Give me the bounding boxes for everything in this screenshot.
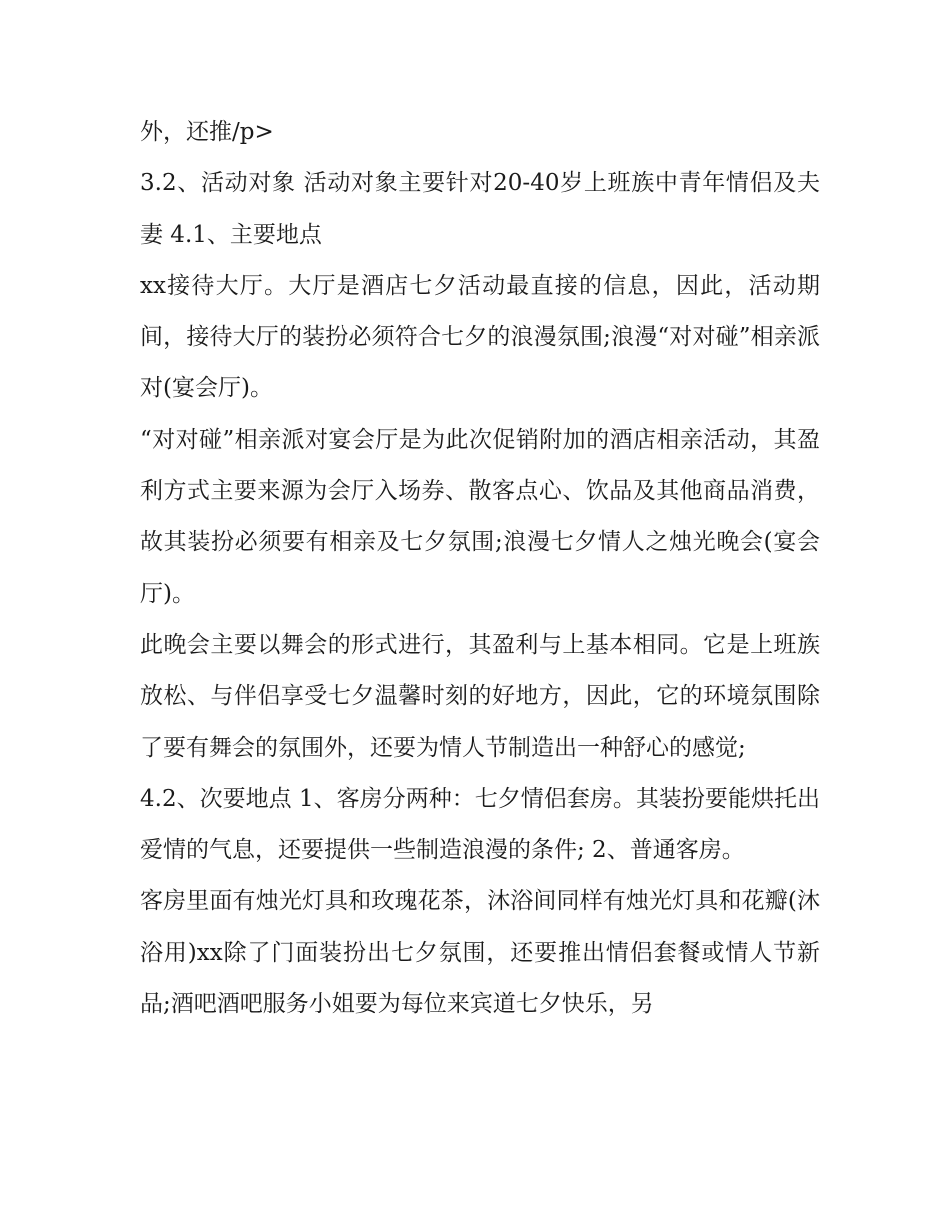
- paragraph-reception-hall: xx接待大厅。大厅是酒店七夕活动最直接的信息，因此，活动期间，接待大厅的装扮必须符合七夕的浪漫氛围;浪漫“对对碰”相亲派对(宴会厅)。: [140, 272, 820, 402]
- document-body: [140, 107, 820, 1030]
- paragraph-continuation: 外，还推/p>: [140, 119, 274, 145]
- paragraph-matchmaking-party: “对对碰”相亲派对宴会厅是为此次促销附加的酒店相亲活动，其盈利方式主要来源为会厅入场券、散客点心、饮品及其他商品消费，故其装扮必须要有相亲及七夕氛围;浪漫七夕情人之烛光晚会(宴会厅)。: [140, 426, 820, 607]
- paragraph-secondary-locations: 4.2、次要地点 1、客房分两种：七夕情侣套房。其装扮要能烘托出爱情的气息，还要提供一些制造浪漫的条件; 2、普通客房。: [140, 785, 820, 864]
- paragraph-candlelight-party: 此晚会主要以舞会的形式进行，其盈利与上基本相同。它是上班族放松、与伴侣享受七夕温馨时刻的好地方，因此，它的环境氛围除了要有舞会的氛围外，还要为情人节制造出一种舒心的感觉;: [140, 631, 820, 761]
- paragraph-guest-rooms: 客房里面有烛光灯具和玫瑰花茶，沐浴间同样有烛光灯具和花瓣(沐浴用)xx除了门面装扮出七夕氛围，还要推出情侣套餐或情人节新品;酒吧酒吧服务小姐要为每位来宾道七夕快乐，另: [140, 888, 820, 1018]
- paragraph-target-audience: 3.2、活动对象 活动对象主要针对20-40岁上班族中青年情侣及夫妻 4.1、主要地点: [140, 170, 820, 248]
